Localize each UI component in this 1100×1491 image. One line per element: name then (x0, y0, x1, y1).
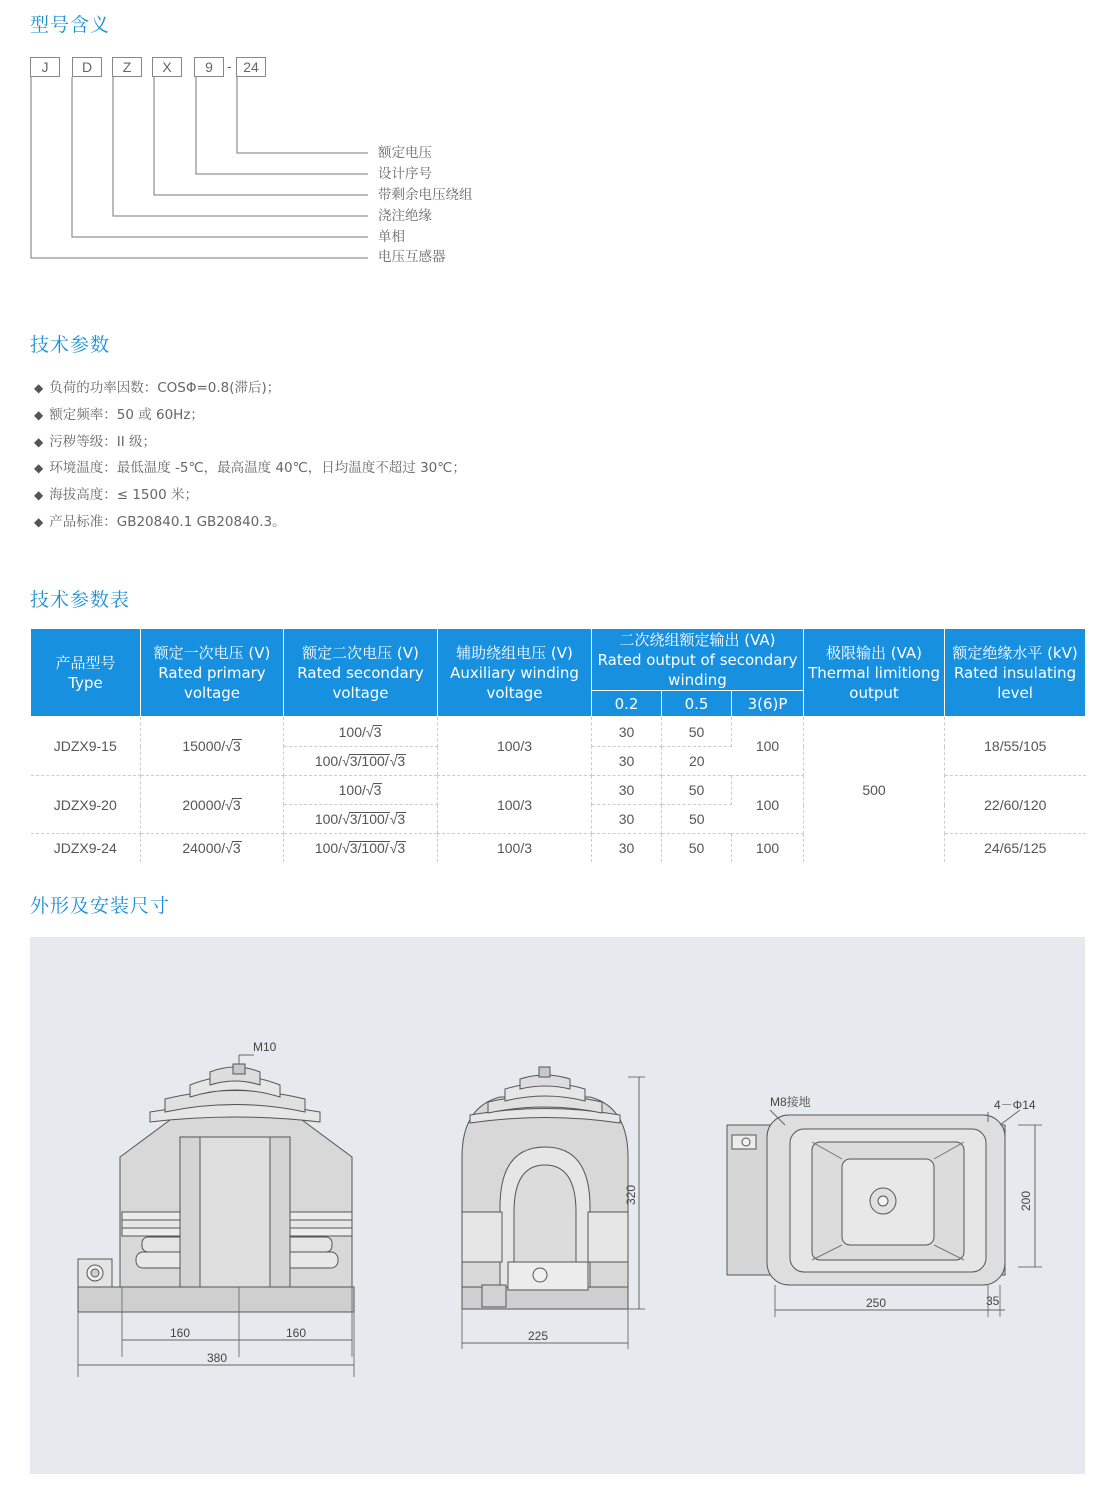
cell-secondary: 100/√3/100/√3 (284, 834, 438, 863)
diamond-bullet-icon: ◆ (34, 381, 44, 395)
cell-3p: 100 (732, 717, 804, 776)
cell-3p: 100 (732, 776, 804, 834)
code-box-4: X (152, 57, 182, 77)
code-box-1: J (30, 57, 60, 77)
th-type: 产品型号 Type (31, 629, 141, 717)
cell-insulation: 24/65/125 (984, 840, 1047, 856)
dim-side-height: 320 (624, 1184, 638, 1205)
meaning-4: 浇注绝缘 (378, 208, 432, 224)
th-insulation: 额定绝缘水平 (kV) Rated insulating level (945, 629, 1086, 717)
label-ground: M8接地 (770, 1095, 811, 1109)
dim-top-width: 250 (866, 1296, 887, 1310)
outline-drawing-panel (30, 937, 1085, 1474)
th-primary: 额定一次电压 (V) Rated primary voltage (141, 629, 284, 717)
param-item: ◆ 污秽等级：II 级； (34, 433, 156, 450)
cell-type: JDZX9-24 (31, 834, 141, 863)
heading-params: 技术参数 (30, 334, 111, 356)
meaning-5: 单相 (378, 229, 405, 245)
cell-insulation: 22/60/120 (945, 776, 1086, 834)
top-view (727, 1110, 1042, 1317)
cell-05: 50 (662, 805, 732, 834)
meaning-3: 带剩余电压绕组 (378, 187, 473, 203)
dim-top-height: 200 (1019, 1190, 1033, 1211)
cell-insulation: 18/55/105 (945, 717, 1086, 776)
cell-aux: 100/3 (438, 834, 592, 863)
th-output: 二次绕组额定输出 (VA) Rated output of secondary winding (592, 629, 804, 691)
cell-05: 50 (662, 717, 732, 747)
diamond-bullet-icon: ◆ (34, 461, 44, 476)
cell-02: 30 (592, 717, 662, 747)
spec-table (30, 628, 1086, 862)
cell-secondary: 100/√3/100/√3 (284, 747, 438, 776)
diamond-bullet-icon: ◆ (34, 407, 44, 422)
cell-secondary: 100/√3/100/√3 (284, 805, 438, 834)
param-item: ◆ 额定频率：50 或 60Hz； (34, 406, 204, 423)
cell-02: 30 (592, 776, 662, 805)
param-list (34, 377, 466, 538)
cell-type: JDZX9-15 (31, 717, 141, 776)
diamond-bullet-icon: ◆ (34, 514, 44, 529)
cell-02: 30 (592, 747, 662, 776)
cell-02: 30 (592, 805, 662, 834)
cell-secondary: 100/√3 (284, 717, 438, 747)
dim-side-width: 225 (528, 1329, 549, 1343)
code-box-5: 9 (194, 57, 224, 77)
heading-table: 技术参数表 (30, 589, 131, 611)
heading-model: 型号含义 (30, 14, 111, 36)
cell-type: JDZX9-20 (31, 776, 141, 834)
label-m10: M10 (253, 1040, 277, 1054)
table-row (31, 717, 1086, 747)
cell-aux: 100/3 (438, 776, 592, 834)
diamond-bullet-icon: ◆ (34, 434, 44, 449)
cell-primary: 24000/√3 (141, 834, 284, 863)
cell-thermal: 500 (804, 717, 945, 863)
heading-outline: 外形及安装尺寸 (30, 895, 171, 917)
cell-05: 20 (662, 747, 732, 776)
label-holes: 4－Φ14 (994, 1098, 1036, 1112)
dim-top-edge: 35 (986, 1294, 1000, 1308)
code-box-voltage: 24 (236, 57, 266, 77)
th-secondary: 额定二次电压 (V) Rated secondary voltage (284, 629, 438, 717)
th-class-02: 0.2 (592, 691, 662, 717)
outline-drawing (30, 937, 1085, 1474)
cell-05: 50 (662, 776, 732, 805)
meaning-2: 设计序号 (378, 166, 432, 182)
cell-secondary: 100/√3 (284, 776, 438, 805)
meaning-6: 电压互感器 (378, 249, 446, 265)
cell-primary: 15000/√3 (141, 717, 284, 776)
side-view (462, 1067, 645, 1349)
code-box-3: Z (112, 57, 142, 77)
param-item: ◆ 海拔高度：≤ 1500 米； (34, 487, 198, 504)
cell-05: 50 (662, 834, 732, 863)
param-item: ◆ 环境温度：最低温度 -5℃，最高温度 40℃，日均温度不超过 30℃； (34, 460, 466, 477)
front-view (78, 1055, 354, 1377)
cell-02: 30 (592, 834, 662, 863)
th-class-3p: 3(6)P (732, 691, 804, 717)
th-aux: 辅助绕组电压 (V) Auxiliary winding voltage (438, 629, 592, 717)
cell-3p: 100 (732, 834, 804, 863)
code-dash: - (227, 58, 232, 74)
meaning-1: 额定电压 (378, 145, 432, 161)
code-box-2: D (72, 57, 102, 77)
dim-front-right: 160 (286, 1326, 307, 1340)
th-class-05: 0.5 (662, 691, 732, 717)
param-item: ◆ 负荷的功率因数：COSΦ=0.8(滞后)； (34, 380, 281, 396)
th-thermal: 极限输出 (VA) Thermal limitiong output (804, 629, 945, 717)
diamond-bullet-icon: ◆ (34, 488, 44, 503)
dim-front-total: 380 (207, 1351, 228, 1365)
dim-front-left: 160 (170, 1326, 191, 1340)
cell-aux: 100/3 (438, 717, 592, 776)
model-leader-lines (0, 0, 520, 280)
cell-primary: 20000/√3 (141, 776, 284, 834)
param-item: ◆ 产品标准：GB20840.1 GB20840.3。 (34, 513, 286, 530)
